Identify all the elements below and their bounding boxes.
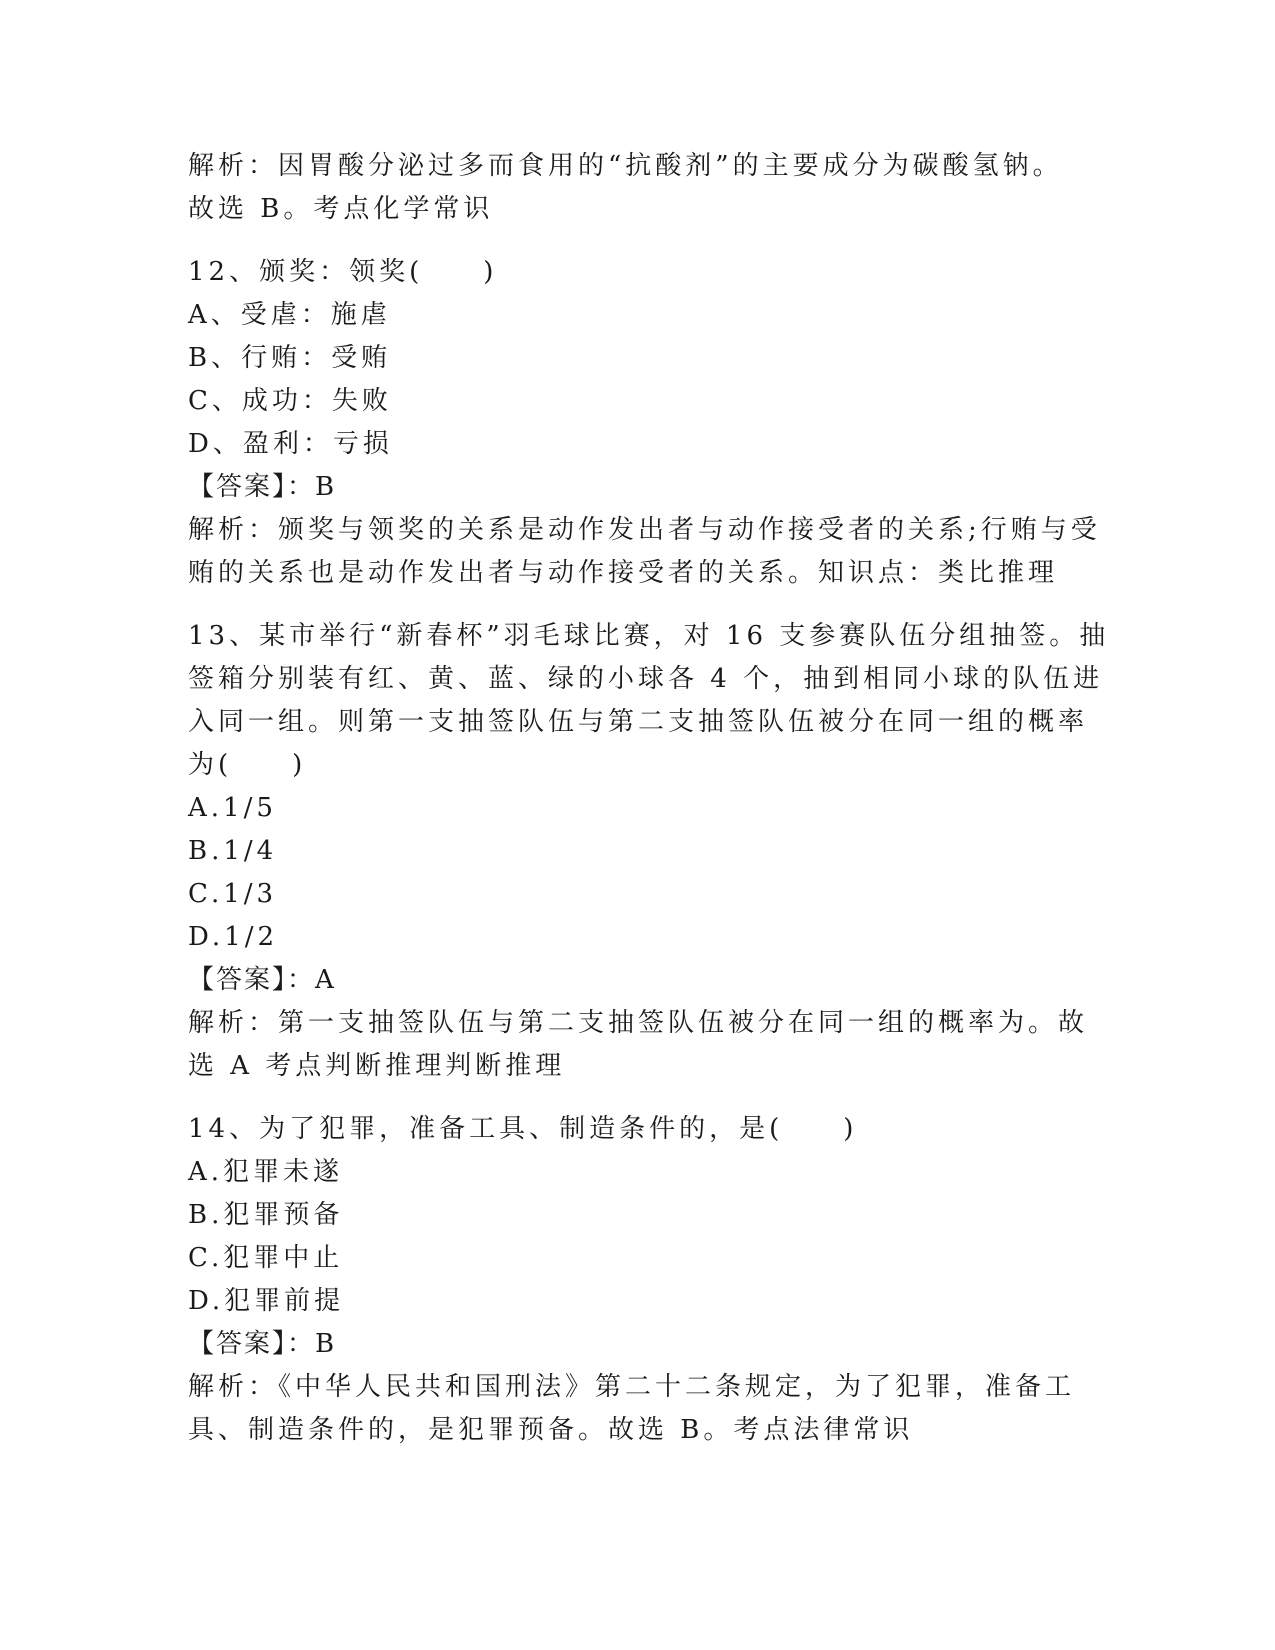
option-b: B.1/4 bbox=[188, 836, 278, 866]
analysis-line: 具、制造条件的，是犯罪预备。故选 B。考点法律常识 bbox=[188, 1415, 914, 1445]
previous-question-analysis bbox=[188, 145, 1088, 231]
analysis-line: 解析：因胃酸分泌过多而食用的“抗酸剂”的主要成分为碳酸氢钠。 bbox=[188, 151, 1063, 181]
answer-line: 【答案】：B bbox=[188, 472, 337, 502]
answer-line: 【答案】：A bbox=[188, 965, 336, 995]
question-14 bbox=[188, 1108, 1088, 1452]
analysis-line: 选 A 考点判断推理判断推理 bbox=[188, 1051, 566, 1081]
option-c: C、成功：失败 bbox=[188, 386, 392, 416]
analysis-line: 解析：《中华人民共和国刑法》第二十二条规定，为了犯罪，准备工 bbox=[188, 1372, 1076, 1402]
option-b: B.犯罪预备 bbox=[188, 1200, 344, 1230]
analysis-line: 解析：第一支抽签队伍与第二支抽签队伍被分在同一组的概率为。故 bbox=[188, 1008, 1089, 1038]
option-b: B、行贿：受贿 bbox=[188, 343, 392, 373]
option-c: C.1/3 bbox=[188, 879, 278, 909]
question-stem: 12、颁奖：领奖( ) bbox=[188, 257, 498, 287]
question-13 bbox=[188, 615, 1110, 1088]
question-stem: 入同一组。则第一支抽签队伍与第二支抽签队伍被分在同一组的概率 bbox=[188, 707, 1089, 737]
answer-line: 【答案】：B bbox=[188, 1329, 337, 1359]
option-d: D.犯罪前提 bbox=[188, 1286, 345, 1316]
analysis-line: 解析：颁奖与领奖的关系是动作发出者与动作接受者的关系;行贿与受 bbox=[188, 515, 1101, 545]
document-page bbox=[188, 145, 1110, 1452]
option-a: A、受虐：施虐 bbox=[188, 300, 391, 330]
question-stem: 14、为了犯罪，准备工具、制造条件的，是( ) bbox=[188, 1114, 858, 1144]
option-a: A.1/5 bbox=[188, 793, 277, 823]
option-a: A.犯罪未遂 bbox=[188, 1157, 344, 1187]
analysis-line: 贿的关系也是动作发出者与动作接受者的关系。知识点：类比推理 bbox=[188, 558, 1059, 588]
analysis-line: 故选 B。考点化学常识 bbox=[188, 194, 494, 224]
option-d: D、盈利：亏损 bbox=[188, 429, 393, 459]
question-stem: 为( ) bbox=[188, 750, 307, 780]
option-c: C.犯罪中止 bbox=[188, 1243, 344, 1273]
option-d: D.1/2 bbox=[188, 922, 279, 952]
question-stem: 13、某市举行“新春杯”羽毛球比赛，对 16 支参赛队伍分组抽签。抽 bbox=[188, 621, 1110, 651]
question-12 bbox=[188, 251, 1101, 595]
question-stem: 签箱分别装有红、黄、蓝、绿的小球各 4 个，抽到相同小球的队伍进 bbox=[188, 664, 1104, 694]
